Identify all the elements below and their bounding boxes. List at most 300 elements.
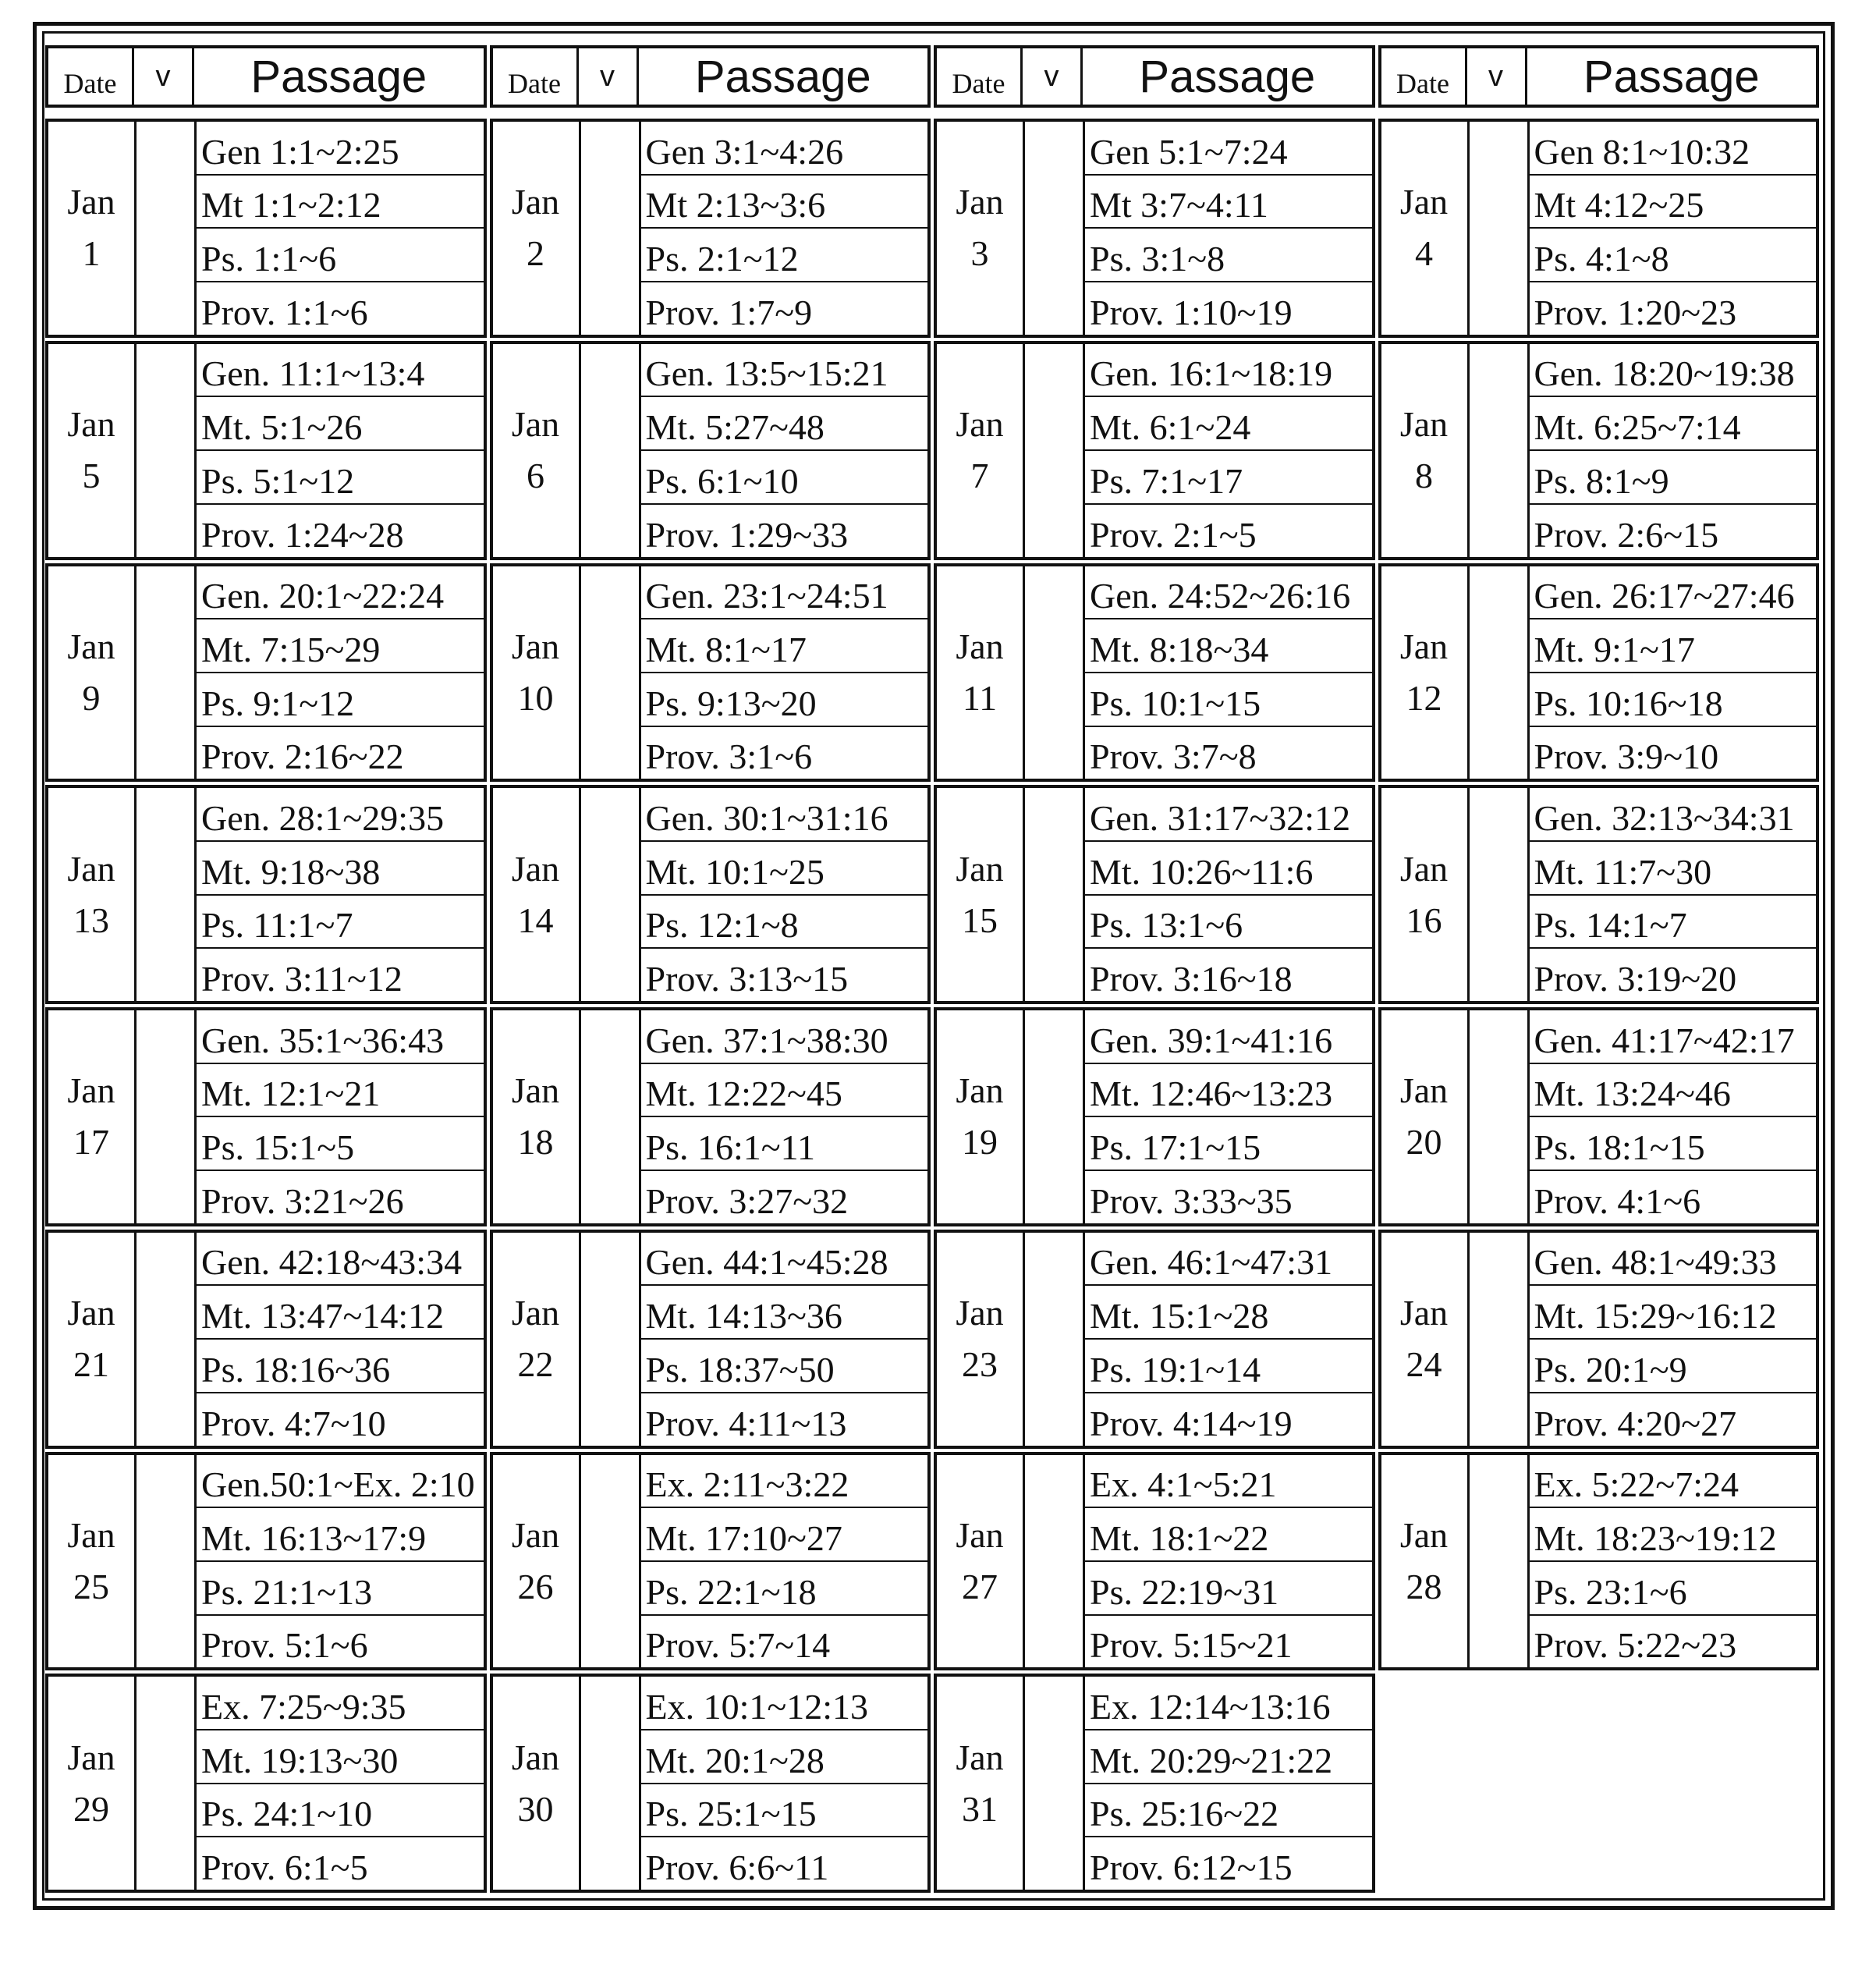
passage-list <box>197 344 484 557</box>
checkbox[interactable] <box>137 1455 197 1668</box>
day-date <box>937 1677 1025 1890</box>
day-date <box>937 566 1025 779</box>
reading-passage: Gen. 31:17~32:12 <box>1085 788 1372 842</box>
reading-passage: Mt. 5:1~26 <box>197 397 484 451</box>
reading-passage: Ps. 11:1~7 <box>197 896 484 950</box>
passage-header: Passage <box>1583 51 1760 102</box>
checkbox[interactable] <box>1470 1233 1530 1446</box>
checkbox[interactable] <box>137 566 197 779</box>
day-month: Jan <box>956 848 1004 889</box>
day-cell <box>45 119 487 338</box>
day-date <box>937 1233 1025 1446</box>
day-cell <box>490 1452 931 1671</box>
passage-list <box>1530 122 1817 335</box>
checkbox[interactable] <box>137 122 197 335</box>
reading-passage: Prov. 3:11~12 <box>201 959 403 999</box>
reading-passage: Prov. 5:22~23 <box>1534 1625 1737 1666</box>
reading-passage: Ps. 25:1~15 <box>641 1784 928 1838</box>
reading-passage: Ps. 13:1~6 <box>1085 896 1372 950</box>
day-cell <box>490 563 931 783</box>
checkbox[interactable] <box>1470 566 1530 779</box>
day-cell <box>45 1230 487 1449</box>
reading-passage: Mt 2:13~3:6 <box>641 176 928 229</box>
reading-passage: Mt. 15:1~28 <box>1085 1286 1372 1340</box>
reading-passage: Gen. 48:1~49:33 <box>1530 1233 1817 1287</box>
passage-list <box>1085 1010 1372 1223</box>
day-cell <box>1378 785 1820 1004</box>
day-cell <box>490 785 931 1004</box>
reading-passage: Prov. 1:29~33 <box>645 514 849 555</box>
passage-list <box>197 1233 484 1446</box>
passage-list <box>641 1677 928 1890</box>
day-cell <box>1378 341 1820 560</box>
reading-passage: Mt. 20:29~21:22 <box>1085 1730 1372 1784</box>
reading-passage: Prov. 1:1~6 <box>201 292 368 332</box>
day-cell <box>934 1674 1375 1893</box>
reading-passage: Ps. 25:16~22 <box>1085 1784 1372 1838</box>
reading-passage: Prov. 4:20~27 <box>1534 1403 1737 1443</box>
day-month: Jan <box>67 626 115 666</box>
reading-passage: Mt. 6:1~24 <box>1085 397 1372 451</box>
reading-passage: Gen. 24:52~26:16 <box>1085 566 1372 620</box>
checkbox[interactable] <box>581 1233 641 1446</box>
day-month: Jan <box>1399 1070 1449 1111</box>
day-month: Jan <box>67 1293 115 1333</box>
day-number: 30 <box>517 1788 554 1829</box>
passage-list <box>1085 344 1372 557</box>
reading-passage: Mt 4:12~25 <box>1530 176 1817 229</box>
day-month: Jan <box>1399 626 1449 666</box>
passage-header: Passage <box>1139 51 1316 102</box>
reading-passage: Ps. 1:1~6 <box>197 229 484 282</box>
check-header: v <box>134 48 194 105</box>
header-row <box>45 45 1822 108</box>
day-number: 25 <box>73 1566 109 1606</box>
checkbox[interactable] <box>581 344 641 557</box>
reading-passage: Mt. 8:1~17 <box>641 619 928 673</box>
day-number: 20 <box>1406 1122 1442 1162</box>
day-month: Jan <box>1399 848 1449 889</box>
checkbox[interactable] <box>137 344 197 557</box>
day-cell <box>934 119 1375 338</box>
checkbox[interactable] <box>137 1233 197 1446</box>
day-month: Jan <box>67 848 115 889</box>
passage-header: Passage <box>250 51 427 102</box>
checkbox[interactable] <box>1470 344 1530 557</box>
day-number: 5 <box>82 456 101 496</box>
checkbox[interactable] <box>1025 788 1085 1001</box>
day-date <box>1381 788 1470 1001</box>
day-number: 14 <box>517 900 554 940</box>
reading-passage: Mt. 19:13~30 <box>197 1730 484 1784</box>
reading-passage: Ex. 10:1~12:13 <box>641 1677 928 1730</box>
day-number: 22 <box>517 1344 554 1385</box>
day-number: 26 <box>517 1566 554 1606</box>
day-date <box>48 566 137 779</box>
day-cell <box>490 119 931 338</box>
checkbox[interactable] <box>137 1677 197 1890</box>
checkbox[interactable] <box>1025 1455 1085 1668</box>
passage-list <box>1085 1455 1372 1668</box>
day-date <box>48 788 137 1001</box>
day-month: Jan <box>956 404 1004 445</box>
reading-passage: Mt 3:7~4:11 <box>1085 176 1372 229</box>
day-date <box>937 344 1025 557</box>
day-cell <box>934 1452 1375 1671</box>
checkbox[interactable] <box>1470 1010 1530 1223</box>
reading-passage: Ps. 10:1~15 <box>1085 673 1372 727</box>
reading-passage: Mt. 15:29~16:12 <box>1530 1286 1817 1340</box>
passage-list <box>641 344 928 557</box>
day-number: 10 <box>517 677 554 718</box>
day-number: 19 <box>962 1122 998 1162</box>
day-date <box>493 122 581 335</box>
day-cell <box>934 785 1375 1004</box>
reading-passage: Prov. 4:11~13 <box>645 1403 847 1443</box>
day-date <box>937 1455 1025 1668</box>
reading-passage: Mt. 8:18~34 <box>1085 619 1372 673</box>
day-number: 15 <box>962 900 998 940</box>
day-number: 18 <box>517 1122 554 1162</box>
day-date <box>493 788 581 1001</box>
day-date <box>493 1677 581 1890</box>
day-month: Jan <box>1399 1514 1449 1555</box>
day-number: 17 <box>73 1122 109 1162</box>
reading-passage: Gen. 42:18~43:34 <box>197 1233 484 1287</box>
reading-passage: Prov. 6:6~11 <box>645 1848 829 1887</box>
passage-list <box>197 1010 484 1223</box>
day-cell <box>1378 563 1820 783</box>
reading-passage: Gen. 44:1~45:28 <box>641 1233 928 1287</box>
day-cell <box>45 341 487 560</box>
day-month: Jan <box>511 182 560 222</box>
passage-header: Passage <box>694 51 871 102</box>
reading-passage: Ps. 4:1~8 <box>1530 229 1817 282</box>
checkbox[interactable] <box>1470 1455 1530 1668</box>
day-number: 21 <box>73 1344 109 1385</box>
reading-passage: Gen. 35:1~36:43 <box>197 1010 484 1064</box>
day-cell <box>934 341 1375 560</box>
day-date <box>1381 122 1470 335</box>
day-cell <box>934 1230 1375 1449</box>
checkbox[interactable] <box>1025 1233 1085 1446</box>
day-date <box>937 1010 1025 1223</box>
reading-passage: Mt. 12:22~45 <box>641 1064 928 1118</box>
header-block <box>490 45 931 108</box>
reading-passage: Mt. 20:1~28 <box>641 1730 928 1784</box>
day-date <box>493 1010 581 1223</box>
reading-passage: Ps. 24:1~10 <box>197 1784 484 1838</box>
day-month: Jan <box>67 1070 115 1111</box>
reading-passage: Mt. 14:13~36 <box>641 1286 928 1340</box>
reading-passage: Ps. 22:1~18 <box>641 1562 928 1616</box>
reading-passage: Prov. 5:15~21 <box>1090 1625 1293 1666</box>
reading-grid <box>45 119 1822 1896</box>
day-cell <box>490 1007 931 1226</box>
passage-list <box>197 1677 484 1890</box>
passage-list <box>1530 1455 1817 1668</box>
reading-passage: Ps. 15:1~5 <box>197 1117 484 1171</box>
reading-passage: Prov. 3:33~35 <box>1090 1180 1293 1221</box>
reading-passage: Mt. 10:1~25 <box>641 842 928 896</box>
reading-passage: Gen. 26:17~27:46 <box>1530 566 1817 620</box>
reading-passage: Mt 1:1~2:12 <box>197 176 484 229</box>
day-cell <box>490 1674 931 1893</box>
reading-passage: Gen. 37:1~38:30 <box>641 1010 928 1064</box>
passage-list <box>1530 344 1817 557</box>
day-month: Jan <box>511 1737 560 1777</box>
reading-passage: Prov. 1:20~23 <box>1534 292 1737 332</box>
passage-list <box>1085 1233 1372 1446</box>
day-month: Jan <box>511 404 560 445</box>
day-number: 3 <box>970 233 989 274</box>
reading-passage: Prov. 3:1~6 <box>645 737 813 777</box>
day-date <box>1381 566 1470 779</box>
passage-list <box>1085 1677 1372 1890</box>
day-cell <box>1378 1230 1820 1449</box>
day-cell <box>1378 1007 1820 1226</box>
passage-list <box>641 566 928 779</box>
day-number: 1 <box>82 233 101 274</box>
day-number: 29 <box>73 1788 109 1829</box>
passage-list <box>197 1455 484 1668</box>
day-cell <box>934 1007 1375 1226</box>
checkbox[interactable] <box>137 788 197 1001</box>
reading-passage: Prov. 5:1~6 <box>201 1625 368 1666</box>
reading-passage: Gen. 30:1~31:16 <box>641 788 928 842</box>
reading-passage: Gen. 32:13~34:31 <box>1530 788 1817 842</box>
day-cell <box>45 1007 487 1226</box>
passage-list <box>641 1233 928 1446</box>
day-date <box>493 1455 581 1668</box>
day-cell <box>490 341 931 560</box>
day-month: Jan <box>511 1070 560 1111</box>
day-number: 6 <box>527 456 544 496</box>
reading-passage: Ps. 18:16~36 <box>197 1340 484 1393</box>
day-date <box>48 1010 137 1223</box>
reading-passage: Gen. 13:5~15:21 <box>641 344 928 398</box>
reading-passage: Ps. 5:1~12 <box>197 451 484 505</box>
checkbox[interactable] <box>581 1455 641 1668</box>
reading-passage: Mt. 9:18~38 <box>197 842 484 896</box>
reading-passage: Prov. 2:16~22 <box>201 737 404 777</box>
reading-passage: Prov. 6:1~5 <box>201 1848 368 1887</box>
reading-passage: Ps. 20:1~9 <box>1530 1340 1817 1393</box>
day-month: Jan <box>67 1737 115 1777</box>
day-month: Jan <box>956 626 1004 666</box>
day-cell <box>934 563 1375 783</box>
reading-passage: Ps. 22:19~31 <box>1085 1562 1372 1616</box>
reading-passage: Gen. 46:1~47:31 <box>1085 1233 1372 1287</box>
reading-passage: Prov. 1:10~19 <box>1090 292 1293 332</box>
day-date <box>48 122 137 335</box>
day-number: 12 <box>1406 677 1442 718</box>
day-number: 2 <box>527 233 544 274</box>
passage-list <box>641 1010 928 1223</box>
day-cell <box>1378 119 1820 338</box>
reading-passage: Ps. 8:1~9 <box>1530 451 1817 505</box>
reading-passage: Prov. 2:1~5 <box>1090 514 1257 555</box>
check-header: v <box>1023 48 1083 105</box>
day-number: 8 <box>1415 456 1433 496</box>
day-month: Jan <box>956 1514 1004 1555</box>
day-cell <box>490 1230 931 1449</box>
reading-passage: Prov. 3:21~26 <box>201 1180 404 1221</box>
day-number: 27 <box>962 1566 998 1606</box>
day-month: Jan <box>956 1293 1004 1333</box>
reading-passage: Prov. 3:27~32 <box>645 1180 849 1221</box>
reading-passage: Ps. 10:16~18 <box>1530 673 1817 727</box>
day-number: 28 <box>1406 1566 1442 1606</box>
reading-passage: Prov. 3:16~18 <box>1090 959 1293 999</box>
date-header: Date <box>493 48 579 105</box>
day-date <box>48 1233 137 1446</box>
reading-passage: Mt. 5:27~48 <box>641 397 928 451</box>
checkbox[interactable] <box>1025 566 1085 779</box>
reading-passage: Mt. 13:47~14:12 <box>197 1286 484 1340</box>
reading-passage: Mt. 12:46~13:23 <box>1085 1064 1372 1118</box>
reading-passage: Ex. 4:1~5:21 <box>1085 1455 1372 1509</box>
day-date <box>1381 1010 1470 1223</box>
reading-passage: Mt. 6:25~7:14 <box>1530 397 1817 451</box>
day-number: 4 <box>1415 233 1433 274</box>
day-date <box>1381 344 1470 557</box>
reading-passage: Prov. 6:12~15 <box>1090 1848 1293 1887</box>
reading-passage: Ps. 16:1~11 <box>641 1117 928 1171</box>
reading-passage: Prov. 3:7~8 <box>1090 737 1257 777</box>
checkbox[interactable] <box>1470 122 1530 335</box>
reading-passage: Ps. 7:1~17 <box>1085 451 1372 505</box>
day-number: 13 <box>73 900 109 940</box>
reading-passage: Ps. 23:1~6 <box>1530 1562 1817 1616</box>
day-date <box>48 344 137 557</box>
checkbox[interactable] <box>581 1010 641 1223</box>
day-date <box>493 566 581 779</box>
reading-passage: Prov. 5:7~14 <box>645 1625 831 1666</box>
header-block <box>45 45 487 108</box>
day-month: Jan <box>67 404 115 445</box>
passage-list <box>1530 566 1817 779</box>
reading-passage: Gen 8:1~10:32 <box>1530 122 1817 176</box>
day-date <box>493 344 581 557</box>
check-header: v <box>1467 48 1527 105</box>
day-date <box>1381 1233 1470 1446</box>
reading-passage: Ps. 18:37~50 <box>641 1340 928 1393</box>
day-month: Jan <box>1399 182 1449 222</box>
reading-passage: Ps. 12:1~8 <box>641 896 928 950</box>
header-block <box>934 45 1375 108</box>
passage-list <box>641 1455 928 1668</box>
reading-passage: Ps. 17:1~15 <box>1085 1117 1372 1171</box>
check-header: v <box>579 48 639 105</box>
day-date <box>937 788 1025 1001</box>
reading-passage: Ps. 21:1~13 <box>197 1562 484 1616</box>
reading-passage: Mt. 7:15~29 <box>197 619 484 673</box>
day-month: Jan <box>67 1514 115 1555</box>
reading-passage: Gen. 11:1~13:4 <box>197 344 484 398</box>
checkbox[interactable] <box>1025 344 1085 557</box>
passage-list <box>1530 1233 1817 1446</box>
day-date <box>1381 1455 1470 1668</box>
reading-passage: Prov. 1:24~28 <box>201 514 404 555</box>
checkbox[interactable] <box>137 1010 197 1223</box>
reading-passage: Gen. 18:20~19:38 <box>1530 344 1817 398</box>
reading-passage: Prov. 4:7~10 <box>201 1403 386 1443</box>
reading-passage: Ex. 2:11~3:22 <box>641 1455 928 1509</box>
reading-passage: Ps. 14:1~7 <box>1530 896 1817 950</box>
day-cell <box>1378 1452 1820 1671</box>
reading-passage: Ex. 12:14~13:16 <box>1085 1677 1372 1730</box>
day-month: Jan <box>67 182 115 222</box>
day-month: Jan <box>956 1737 1004 1777</box>
reading-passage: Mt. 10:26~11:6 <box>1085 842 1372 896</box>
reading-passage: Mt. 12:1~21 <box>197 1064 484 1118</box>
passage-list <box>197 122 484 335</box>
header-block <box>1378 45 1820 108</box>
day-month: Jan <box>1399 404 1449 445</box>
day-cell <box>45 785 487 1004</box>
reading-passage: Prov. 1:7~9 <box>645 292 813 332</box>
reading-passage: Ps. 19:1~14 <box>1085 1340 1372 1393</box>
day-number: 31 <box>962 1788 998 1829</box>
reading-passage: Prov. 3:13~15 <box>645 959 849 999</box>
reading-passage: Prov. 4:1~6 <box>1534 1180 1701 1221</box>
checkbox[interactable] <box>1470 788 1530 1001</box>
reading-passage: Ps. 18:1~15 <box>1530 1117 1817 1171</box>
day-month: Jan <box>956 1070 1004 1111</box>
checkbox[interactable] <box>1025 1010 1085 1223</box>
reading-passage: Gen. 39:1~41:16 <box>1085 1010 1372 1064</box>
day-month: Jan <box>511 1293 560 1333</box>
reading-passage: Mt. 9:1~17 <box>1530 619 1817 673</box>
reading-passage: Gen. 28:1~29:35 <box>197 788 484 842</box>
day-number: 11 <box>962 677 998 718</box>
reading-passage: Gen.50:1~Ex. 2:10 <box>197 1455 484 1509</box>
reading-passage: Gen. 16:1~18:19 <box>1085 344 1372 398</box>
passage-list <box>1530 1010 1817 1223</box>
day-date <box>493 1233 581 1446</box>
passage-list <box>1530 788 1817 1001</box>
date-header: Date <box>1381 48 1467 105</box>
day-month: Jan <box>511 848 560 889</box>
reading-passage: Mt. 17:10~27 <box>641 1508 928 1562</box>
reading-passage: Mt. 11:7~30 <box>1530 842 1817 896</box>
reading-passage: Ex. 7:25~9:35 <box>197 1677 484 1730</box>
checkbox[interactable] <box>581 788 641 1001</box>
day-number: 9 <box>82 677 101 718</box>
date-header: Date <box>937 48 1023 105</box>
checkbox[interactable] <box>1025 1677 1085 1890</box>
day-date <box>937 122 1025 335</box>
reading-passage: Prov. 3:19~20 <box>1534 959 1737 999</box>
reading-passage: Prov. 4:14~19 <box>1090 1403 1293 1443</box>
day-number: 16 <box>1406 900 1442 940</box>
reading-passage: Ps. 3:1~8 <box>1085 229 1372 282</box>
reading-passage: Gen. 23:1~24:51 <box>641 566 928 620</box>
day-month: Jan <box>511 1514 560 1555</box>
checkbox[interactable] <box>581 122 641 335</box>
reading-passage: Mt. 16:13~17:9 <box>197 1508 484 1562</box>
reading-passage: Mt. 13:24~46 <box>1530 1064 1817 1118</box>
checkbox[interactable] <box>581 566 641 779</box>
reading-passage: Gen 3:1~4:26 <box>641 122 928 176</box>
day-number: 7 <box>970 456 989 496</box>
day-number: 23 <box>962 1344 998 1385</box>
checkbox[interactable] <box>1025 122 1085 335</box>
reading-passage: Gen. 20:1~22:24 <box>197 566 484 620</box>
checkbox[interactable] <box>581 1677 641 1890</box>
reading-passage: Ex. 5:22~7:24 <box>1530 1455 1817 1509</box>
